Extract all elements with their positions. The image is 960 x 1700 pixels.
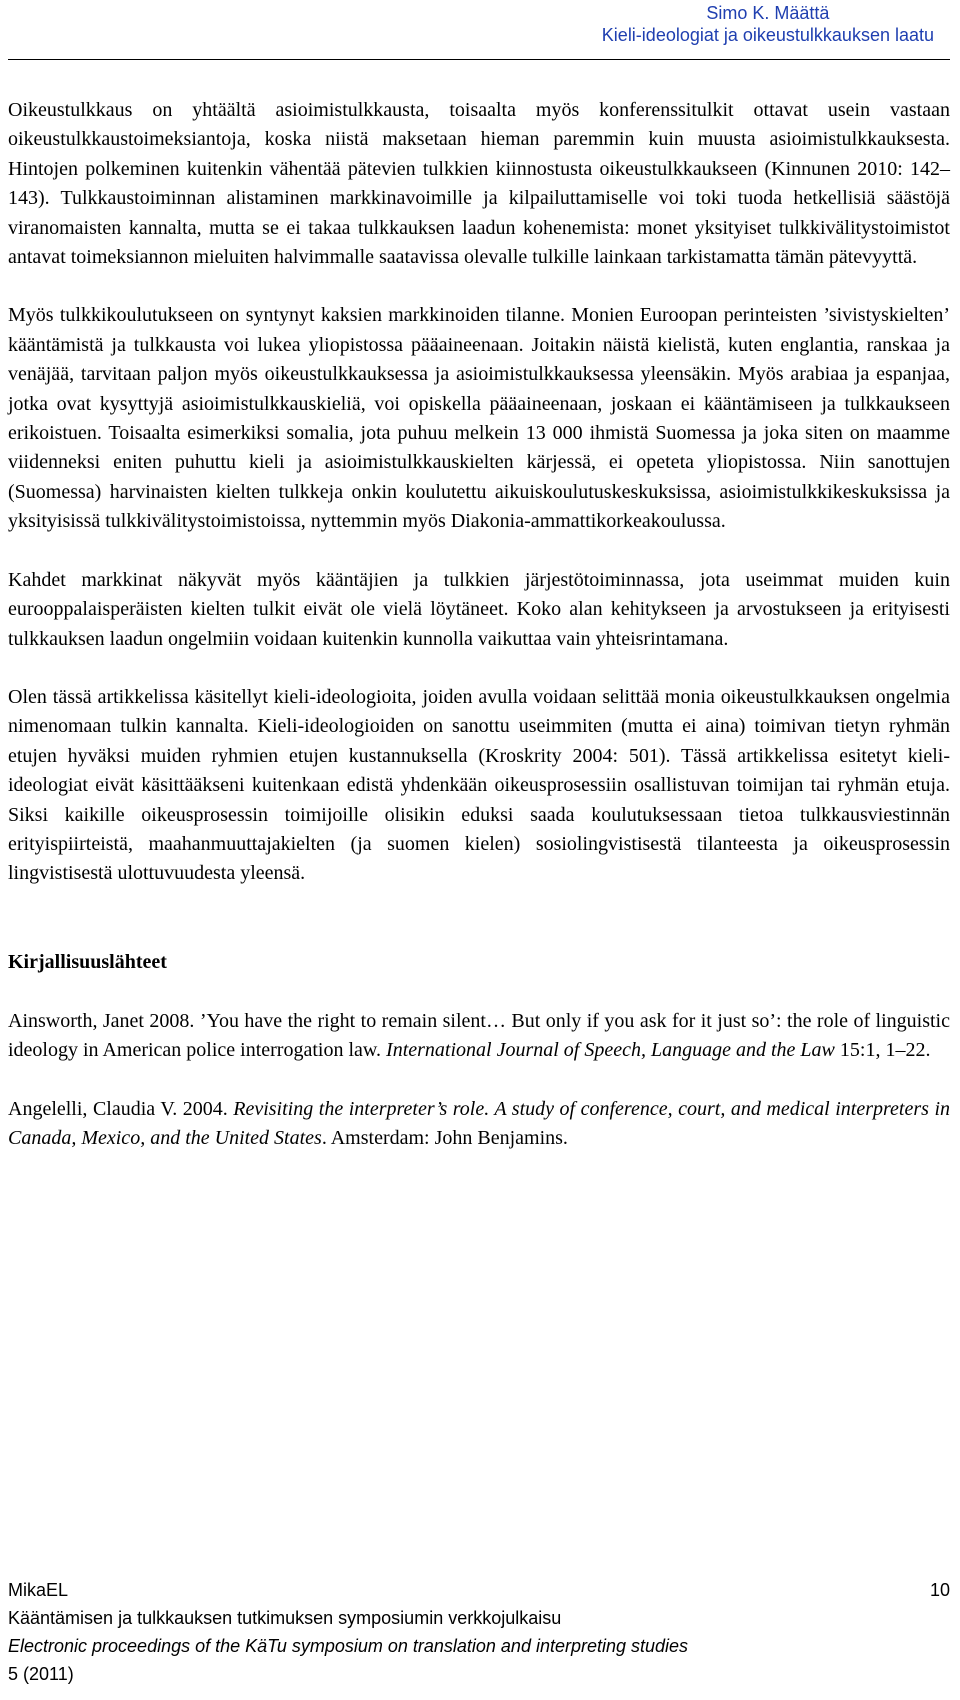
paragraph-two-markets: Kahdet markkinat näkyvät myös kääntäjien ja tulkkien järjestötoiminnassa, jota useimmat muiden kuin eurooppalaisperäisten kielten tulkit eivät ole vielä löytäneet. Koko alan kehitykseen ja arvostukseen ja erityisesti tulkkauksen laadun ongelmiin voidaan kuitenkin kunnolla vaikuttaa vain yhteisrintamana.: [8, 568, 950, 650]
header-author: Simo K. Määttä: [706, 3, 830, 23]
reference-angelelli-title: Revisiting the interpreter’s role. A study of conference, court, and medical interpreters in Canada, Mexico, and the United States: [8, 1097, 950, 1149]
article-body: [8, 96, 950, 1153]
footer-issue: 5 (2011): [8, 1664, 74, 1684]
reference-ainsworth-journal: International Journal of Speech, Language and the Law: [386, 1039, 835, 1062]
footer-line-finnish: Kääntämisen ja tulkkauksen tutkimuksen symposiumin verkkojulkaisu: [8, 1608, 562, 1628]
reference-ainsworth: [8, 1007, 950, 1066]
reference-angelelli: [8, 1095, 950, 1154]
paragraph-conclusion: Olen tässä artikkelissa käsitellyt kieli-ideologioita, joiden avulla voidaan selittää monia oikeustulkkauksen ongelmia nimenomaan tulkin kannalta. Kieli-ideologioiden on sanottu useimmiten (mutta ei aina) toimivan tietyn ryhmän etujen hyväksi muiden ryhmien etujen kustannuksella (Kroskrity 2004: 501). Tässä artikkelissa esitetyt kieliideologiat eivät käsittääkseni kuitenkaan edistä yhdenkään oikeusprosessiin osallistuvan toimijan tai ryhmän etuja. Siksi kaikille oikeusprosessin toimijoille olisikin eduksi saada koulutuksessaan tietoa tulkkausviestinnän erityispiirteistä, maahanmuuttajakielten (ja suomen kielen) sosiolingvistisestä tilanteesta ja oikeusprosessin lingvistisestä ulottuvuudesta yleensä.: [8, 685, 950, 885]
references-heading: Kirjallisuuslähteet: [8, 950, 167, 973]
reference-ainsworth-text: Ainsworth, Janet 2008. ’You have the right to remain silent… But only if you ask for it just so’: the role of linguistic ideology in American police interrogation law.: [8, 1009, 950, 1062]
header-divider: [8, 59, 950, 60]
reference-angelelli-text: Angelelli, Claudia V. 2004.: [8, 1097, 234, 1120]
page-footer: [8, 1576, 950, 1688]
reference-angelelli-publisher: . Amsterdam: John Benjamins.: [321, 1126, 568, 1149]
reference-ainsworth-pages: 15:1, 1–22.: [834, 1039, 931, 1062]
running-header: [602, 2, 934, 46]
page-number: 10: [929, 1580, 950, 1600]
paragraph-training-markets: Myös tulkkikoulutukseen on syntynyt kaksien markkinoiden tilanne. Monien Euroopan perinteisten ’sivistyskielten’ kääntämistä ja tulkkausta voi lukea yliopistossa pääaineenaan. Joitakin näistä kielistä, kuten englantia, ranskaa ja venäjää, tarvitaan paljon myös oikeustulkkauksessa ja asioimistulkkauksessa yleensäkin. Myös arabiaa ja espanjaa, jotka ovat kysyttyjä asioimistulkkauskieliä, voi opiskella pääaineenaan, joskaan ei kääntämiseen ja tulkkaukseen erikoistuen. Toisaalta esimerkiksi somalia, jota puhuu melkein 13 000 ihmistä Suomessa ja joka siten on maamme viidenneksi eniten puhuttu kieli ja asioimistulkkauskielten kärjessä, ei opeteta yliopistossa. Niin sanottujen (Suomessa) harvinaisten kielten tulkkeja onkin koulutettu aikuiskoulutuskeskuksissa, asioimistulkkikeskuksissa ja yksityisissä tulkkivälitystoimistoissa, nyttemmin myös Diakonia-ammattikorkeakoulussa.: [8, 304, 950, 533]
footer-line-english: Electronic proceedings of the KäTu symposium on translation and interpreting studies: [8, 1636, 689, 1656]
paragraph-court-interpreting: Oikeustulkkaus on yhtäältä asioimistulkkausta, toisaalta myös konferenssitulkit ottavat usein vastaan oikeustulkkaustoimeksiantoja, koska niistä maksetaan hieman paremmin kuin muusta asioimistulkkauksesta. Hintojen polkeminen kuitenkin vähentää pätevien tulkkien kiinnostusta oikeustulkkaukseen (Kinnunen 2010: 142–143). Tulkkaustoiminnan alistaminen markkinavoimille ja kilpailuttamiselle voi toki tuoda hetkellisiä säästöjä viranomaisten kannalta, mutta se ei takaa tulkkauksen laadun kohenemista: monet yksityiset tulkkivälitystoimistot antavat toimeksiannon mieluiten halvimmalle saatavissa olevalle tulkille lainkaan tarkistamatta tämän pätevyyttä.: [8, 99, 950, 269]
header-title: Kieli-ideologiat ja oikeustulkkauksen laatu: [601, 25, 934, 45]
footer-top-row: [8, 1576, 950, 1604]
footer-journal-name: MikaEL: [8, 1580, 69, 1600]
